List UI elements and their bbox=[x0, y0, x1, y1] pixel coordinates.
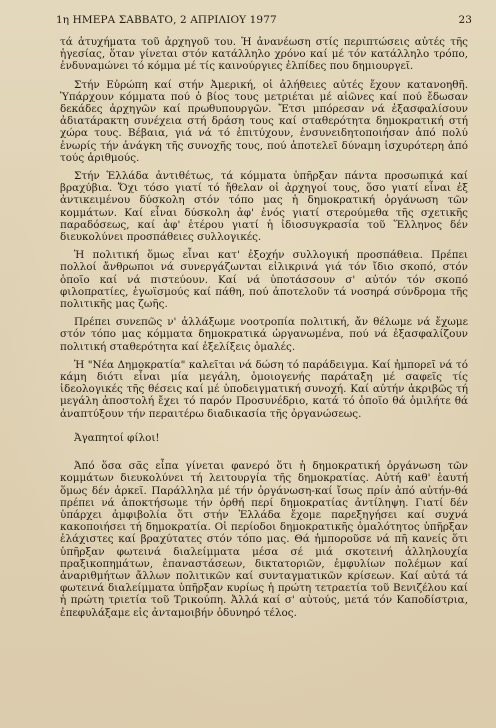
paragraph-6: Ἡ "Νέα Δημοκρατία" καλεῖται νά δώση τό παράδειγμα. Καί ἠμπορεῖ νά τό κάμη διότι εἶναι μία μεγάλη, ὁμοιογενής παράταξη μέ σαφεῖς τίς ἰδεολογικές τῆς θέσεις καί μέ ὑποδειγματική συνοχή. Καί αὐτήν ἀκριβῶς τή μεγάλη ἀποστολή ἔχει τό παρόν Προσυνέδριο, κατά τό ὁποῖο θά ὁμιλήτε θά ἀναπτύξουν τήν περαιτέρω διαδικασία τῆς ὀργανώσεως. bbox=[60, 358, 468, 420]
greeting: Ἀγαπητοί φίλοι! bbox=[74, 431, 160, 444]
body-text bbox=[60, 36, 468, 625]
page-number: 23 bbox=[458, 14, 472, 26]
running-header bbox=[56, 14, 472, 28]
paragraph-4: Ἡ πολιτική ὅμως εἶναι κατ' ἐξοχήν συλλογική προσπάθεια. Πρέπει πολλοί ἄνθρωποι νά συνεργάζωνται εἰλικρινά γιά τόν ἴδιο σκοπό, στόν ὁποῖο καί νά πιστεύουν. Καί νά ὑποτάσσουν σ' αὐτόν τόν σκοπό φιλοπρατίες, ἐγωϊσμούς καί πάθη, πού ἀποτελοῦν τά νοσηρά σύνδρομα τῆς πολιτικῆς μας ζωῆς. bbox=[60, 249, 468, 311]
paragraph-1: τά ἀτυχήματα τοῦ ἀρχηγοῦ του. Ἡ ἀνανέωση στίς περιπτώσεις αὐτές τῆς ἡγεσίας, ὅταν γίνεται στόν κατάλληλο χρόνο καί μέ τόν κατάλληλο τρόπο, ἐνδυναμώνει τό κόμμα μέ τίς καινούργιες ἐλπίδες που δημιουργεῖ. bbox=[60, 36, 468, 73]
running-title: 1η ΗΜΕΡΑ ΣΑΒΒΑΤΟ, 2 ΑΠΡΙΛΙΟΥ 1977 bbox=[56, 14, 277, 26]
paragraph-5: Πρέπει συνεπῶς ν' ἀλλάξωμε νοοτροπία πολιτική, ἄν θέλωμε νά ἔχωμε στόν τόπο μας κόμματα δημοκρατικά ὠργανωμένα, πού νά ἐξασφαλίζουν πολιτική σταθερότητα καί ἐξελίξεις ὁμαλές. bbox=[60, 316, 468, 353]
paragraph-2: Στήν Εὐρώπη καί στήν Ἀμερική, οἱ ἀλήθειες αὐτές ἔχουν κατανοηθῆ. Ὑπάρχουν κόμματα πού ὁ βίος τους μετριέται μέ αἰῶνες καί πού ἔδωσαν δεκάδες ἀρχηγῶν καί πρωθυπουργῶν. Ἔτσι μπόρεσαν νά ἐξασφαλίσουν ἀδιατάρακτη συνέχεια στή δράση τους καί σταθερότητα δημοκρατική στή χώρα τους. Βέβαια, γιά νά τό ἐπιτύχουν, ἐνσυνειδητοποιήσαν ἀπό πολύ ἐνωρίς τήν ἀνάγκη τῆς συνοχῆς τους, πού ἀποτελεῖ δύναμη ἰσχυρότερη ἀπό τούς ἀριθμούς. bbox=[60, 78, 468, 164]
paragraph-3: Στήν Ἑλλάδα ἀντιθέτως, τά κόμματα ὑπῆρξαν πάντα προσωπικά καί βραχύβια. Ὄχι τόσο γιατί τό ἤθελαν οἱ ἀρχηγοί τους, ὅσο γιατί εἶναι ἐξ ἀντικειμένου δύσκολη στόν τόπο μας ἡ δημοκρατική ὀργάνωση τῶν κομμάτων. Καί εἶναι δύσκολη ἀφ' ἑνός γιατί στερούμεθα τῆς σχετικῆς παραδόσεως, καί ἀφ' ἑτέρου γιατί ἡ ἰδιοσυγκρασία τοῦ Ἕλληνος δέν διευκολύνει προσπάθειες συλλογικές. bbox=[60, 170, 468, 244]
paragraph-7: Ἀπό ὅσα σᾶς εἶπα γίνεται φανερό ὅτι ἡ δημοκρατική ὀργάνωση τῶν κομμάτων διευκολύνει τή λειτουργία τῆς δημοκρατίας. Αὐτή καθ' ἑαυτή ὅμως δέν ἀρκεῖ. Παράλληλα μέ τήν ὀργάνωση-καί ἴσως πρίν ἀπό αὐτήν-θά πρέπει νά ἀποκτήσωμε τήν ὀρθή περί δημοκρατίας ἀντίληψη. Γιατί δέν ὑπάρχει ἀμφιβολία ὅτι στήν Ἑλλάδα ἔχομε παρεξηγήσει καί συχνά κακοποιήσει τή δημοκρατία. Οἱ περίοδοι δημοκρατικῆς ὁμαλότητος ὑπῆρξαν ἐλάχιστες καί βραχύτατες στόν τόπο μας. Θά ἠμποροῦσε νά πῆ κανείς ὅτι ὑπῆρξαν φωτεινά διαλείμματα μέσα σέ μιά σκοτεινή ἀλληλουχία πραξικοπημάτων, ἐπαναστάσεων, δικτατοριῶν, ἐμφυλίων πολέμων καί ἀναριθμήτων ἄλλων πολιτικῶν καί συνταγματικῶν κρίσεων. Καί αὐτά τά φωτεινά διαλείμματα ὑπῆρξαν κυρίως ἡ πρώτη τετραετία τοῦ Βενιζέλου καί ἡ πρώτη τριετία τοῦ Τρικούπη. Ἀλλά καί σ' αὐτούς, μετά τόν Καποδίστρια, ἐπεφυλάξαμε εἰς ἀνταμοιβήν ὀδυνηρό τέλος. bbox=[60, 460, 468, 619]
